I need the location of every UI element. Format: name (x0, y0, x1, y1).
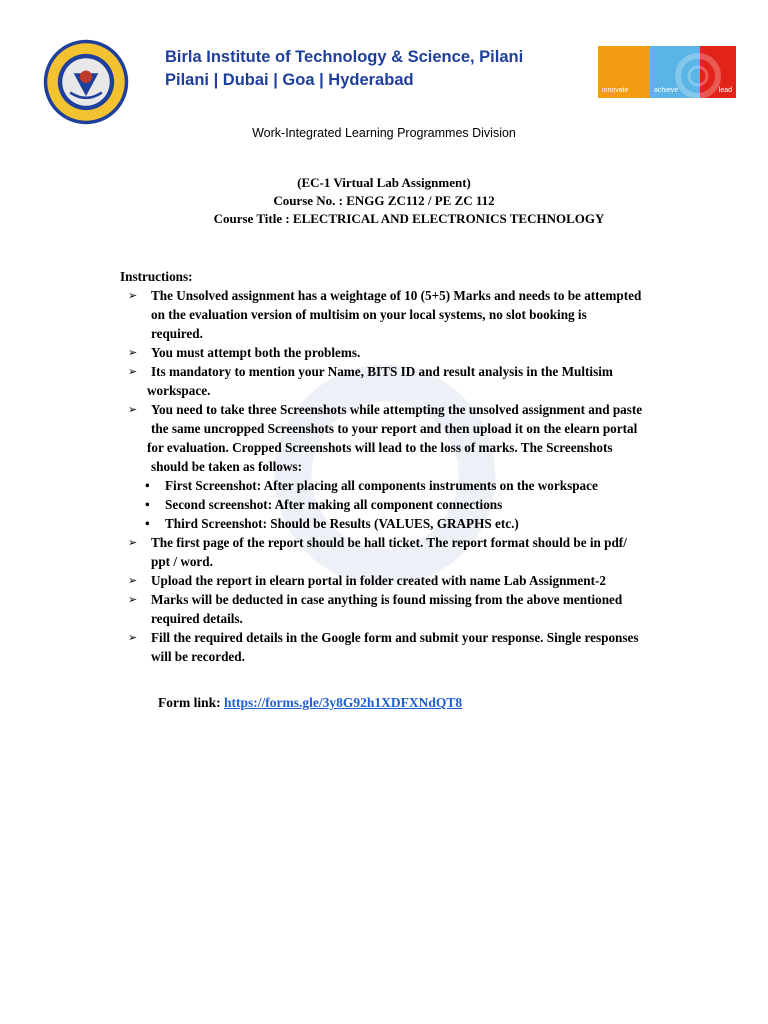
institute-name: Birla Institute of Technology & Science, Pilani (165, 48, 524, 66)
instruction-item: ➢ Fill the required details in the Google form and submit your response. Single responses will be recorded. (128, 630, 639, 664)
form-link-line (158, 695, 462, 711)
screenshot-item: • First Screenshot: After placing all components instruments on the workspace (145, 478, 598, 493)
screenshot-item: • Second screenshot: After making all component connections (145, 497, 503, 512)
instruction-item: ➢ The Unsolved assignment has a weightage of 10 (5+5) Marks and needs to be attempted on the evaluation version of multisim on your local systems, no slot booking is required. (128, 288, 642, 341)
course-number: Course No. : ENGG ZC112 / PE ZC 112 (273, 193, 495, 208)
banner-achieve: achieve (650, 46, 700, 98)
instruction-item: ➢ Its mandatory to mention your Name, BITS ID and result analysis in the Multisim workspace. (128, 364, 613, 398)
arrow-bullet-icon: ➢ (128, 365, 138, 378)
banner-innovate: innovate (598, 46, 650, 98)
instructions-heading: Instructions: (120, 269, 193, 284)
assignment-title: (EC-1 Virtual Lab Assignment) (297, 175, 471, 190)
dot-bullet-icon: • (145, 478, 150, 493)
screenshot-item: • Third Screenshot: Should be Results (VALUES, GRAPHS etc.) (145, 516, 519, 531)
instruction-item: ➢ Upload the report in elearn portal in folder created with name Lab Assignment-2 (128, 573, 606, 588)
motto-banner (598, 46, 736, 98)
course-title: Course Title : ELECTRICAL AND ELECTRONICS TECHNOLOGY (213, 211, 605, 226)
dot-bullet-icon: • (145, 516, 150, 531)
arrow-bullet-icon: ➢ (128, 289, 138, 302)
bits-pilani-seal-icon (42, 38, 130, 126)
instruction-item: ➢ The first page of the report should be hall ticket. The report format should be in pdf/ ppt / word. (128, 535, 627, 569)
arrow-bullet-icon: ➢ (128, 536, 138, 549)
course-info (0, 174, 768, 228)
arrow-bullet-icon: ➢ (128, 574, 138, 587)
division-title: Work-Integrated Learning Programmes Division (252, 126, 516, 140)
instructions-section (120, 267, 720, 666)
campus-list: Pilani | Dubai | Goa | Hyderabad (165, 71, 414, 89)
banner-lead: lead (700, 46, 736, 98)
instruction-item: ➢ You must attempt both the problems. (128, 345, 361, 360)
arrow-bullet-icon: ➢ (128, 403, 138, 416)
arrow-bullet-icon: ➢ (128, 593, 138, 606)
institute-name-block (165, 46, 523, 92)
arrow-bullet-icon: ➢ (128, 631, 138, 644)
google-form-link[interactable]: https://forms.gle/3y8G92h1XDFXNdQT8 (224, 695, 463, 710)
instruction-item: ➢ Marks will be deducted in case anything is found missing from the above mentioned required details. (128, 592, 623, 626)
page-header (0, 0, 768, 120)
form-link-label: Form link: (158, 695, 224, 710)
arrow-bullet-icon: ➢ (128, 346, 138, 359)
dot-bullet-icon: • (145, 497, 150, 512)
instruction-item: ➢ You need to take three Screenshots while attempting the unsolved assignment and paste the same uncropped Screenshots to your report and then upload it on the elearn portal for evaluation. Cropped Screenshots will lead to the loss of marks. The Screenshots should be taken as follows: (128, 402, 643, 474)
